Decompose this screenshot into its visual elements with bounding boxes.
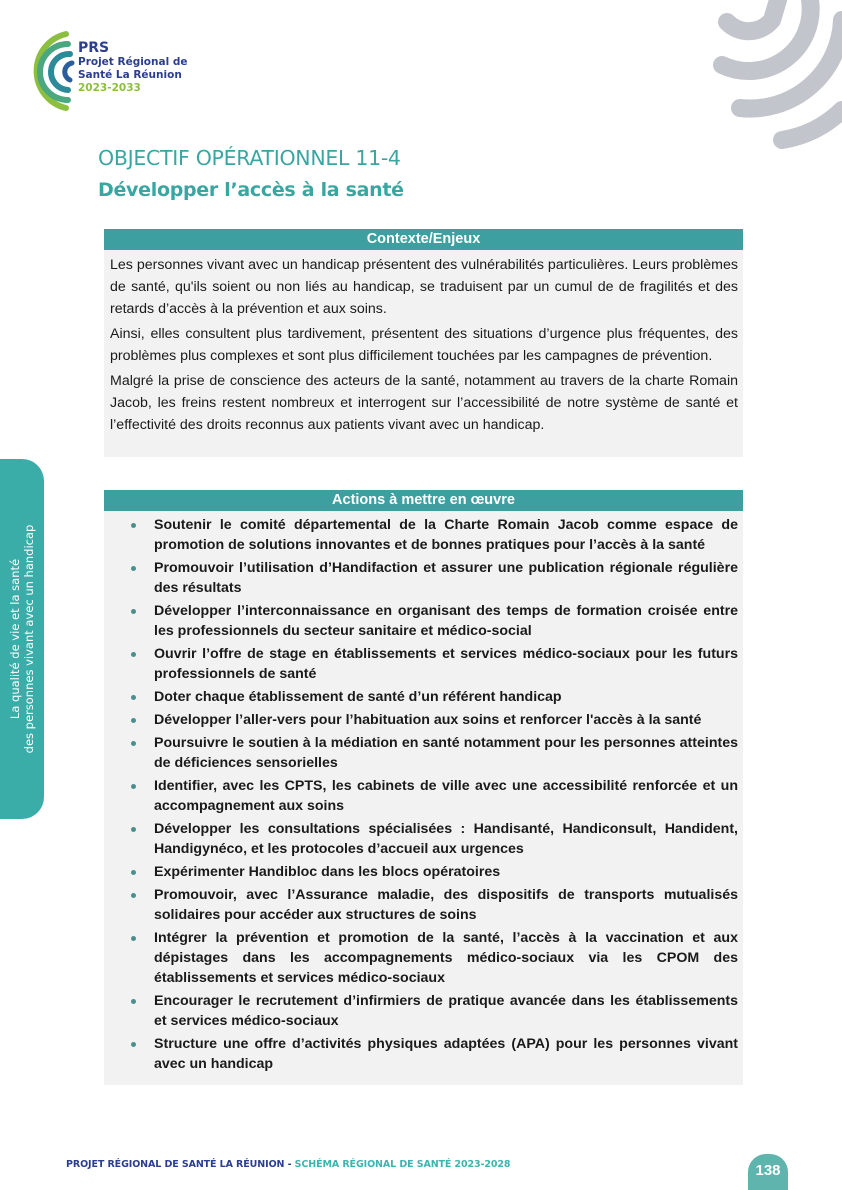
prs-logo bbox=[22, 28, 202, 114]
bullet-icon bbox=[131, 827, 136, 832]
page-number: 138 bbox=[748, 1154, 788, 1190]
action-item bbox=[154, 1034, 738, 1074]
bullet-icon bbox=[131, 893, 136, 898]
action-text: Soutenir le comité départemental de la Charte Romain Jacob comme espace de promotion de solutions innovantes et de bonnes pratiques pour l’accès à la santé bbox=[154, 517, 738, 553]
action-text: Poursuivre le soutien à la médiation en santé notamment pour les personnes atteintes de déficiences sensorielles bbox=[154, 735, 738, 771]
action-text: Ouvrir l’offre de stage en établissements et services médico-sociaux pour les futurs professionnels de santé bbox=[154, 646, 738, 682]
actions-section bbox=[104, 490, 743, 1085]
context-body bbox=[104, 250, 743, 436]
action-item bbox=[154, 819, 738, 859]
footer-right: SCHÉMA RÉGIONAL DE SANTÉ 2023-2028 bbox=[294, 1159, 511, 1170]
action-text: Promouvoir l’utilisation d’Handifaction et assurer une publication régionale régulière des résultats bbox=[154, 560, 738, 596]
decorative-arcs-icon bbox=[692, 0, 842, 160]
bullet-icon bbox=[131, 523, 136, 528]
bullet-icon bbox=[131, 741, 136, 746]
objective-title: Développer l’accès à la santé bbox=[98, 179, 404, 201]
context-paragraph: Ainsi, elles consultent plus tardivement, présentent des situations d’urgence plus fréquentes, des problèmes plus complexes et sont plus difficilement touchées par les campagnes de prévention. bbox=[110, 326, 738, 364]
bullet-icon bbox=[131, 870, 136, 875]
action-item bbox=[154, 558, 738, 598]
context-paragraph: Les personnes vivant avec un handicap présentent des vulnérabilités particulières. Leurs problèmes de santé, qu'ils soient ou non liés au handicap, se traduisent par un cumul de de fragilités et des retards d’accès à la prévention et aux soins. bbox=[110, 257, 738, 317]
action-text: Développer l’interconnaissance en organisant des temps de formation croisée entre les professionnels du secteur sanitaire et médico-social bbox=[154, 603, 738, 639]
logo-arcs-icon bbox=[22, 28, 78, 114]
bullet-icon bbox=[131, 566, 136, 571]
action-item bbox=[154, 862, 738, 882]
bullet-icon bbox=[131, 1042, 136, 1047]
bullet-icon bbox=[131, 936, 136, 941]
side-tab-line-2: des personnes vivant avec un handicap bbox=[22, 524, 36, 754]
page-footer bbox=[66, 1159, 510, 1170]
chapter-side-tab-text bbox=[8, 525, 36, 754]
bullet-icon bbox=[131, 999, 136, 1004]
action-text: Développer l’aller-vers pour l’habituation aux soins et renforcer l'accès à la santé bbox=[154, 712, 702, 728]
action-item bbox=[154, 776, 738, 816]
action-item bbox=[154, 733, 738, 773]
context-section bbox=[104, 229, 743, 457]
objective-label: OBJECTIF OPÉRATIONNEL 11-4 bbox=[98, 146, 401, 170]
actions-list bbox=[104, 511, 743, 1074]
action-item bbox=[154, 644, 738, 684]
side-tab-line-1: La qualité de vie et la santé bbox=[8, 558, 22, 720]
action-text: Structure une offre d’activités physiques adaptées (APA) pour les personnes vivant avec un handicap bbox=[154, 1036, 738, 1072]
bullet-icon bbox=[131, 609, 136, 614]
action-item bbox=[154, 928, 738, 988]
logo-acronym: PRS bbox=[78, 40, 110, 56]
action-item bbox=[154, 710, 738, 730]
action-item bbox=[154, 687, 738, 707]
action-text: Doter chaque établissement de santé d’un référent handicap bbox=[154, 689, 562, 705]
logo-line-1: Projet Régional de bbox=[78, 56, 188, 68]
context-paragraph: Malgré la prise de conscience des acteurs de la santé, notamment au travers de la charte Romain Jacob, les freins restent nombreux et interrogent sur l’accessibilité de notre système de santé et l’effectivité des droits reconnus aux patients vivant avec un handicap. bbox=[110, 373, 738, 433]
action-item bbox=[154, 885, 738, 925]
action-item bbox=[154, 991, 738, 1031]
action-item bbox=[154, 515, 738, 555]
action-text: Encourager le recrutement d’infirmiers de pratique avancée dans les établissements et services médico-sociaux bbox=[154, 993, 738, 1029]
context-heading: Contexte/Enjeux bbox=[104, 229, 743, 250]
bullet-icon bbox=[131, 695, 136, 700]
bullet-icon bbox=[131, 652, 136, 657]
chapter-side-tab bbox=[0, 459, 44, 819]
footer-separator: - bbox=[284, 1159, 295, 1170]
logo-years: 2023-2033 bbox=[78, 82, 141, 94]
action-text: Identifier, avec les CPTS, les cabinets de ville avec une accessibilité renforcée et un accompagnement aux soins bbox=[154, 778, 738, 814]
action-text: Promouvoir, avec l’Assurance maladie, des dispositifs de transports mutualisés solidaires pour accéder aux structures de soins bbox=[154, 887, 738, 923]
action-text: Développer les consultations spécialisées : Handisanté, Handiconsult, Handident, Handigynéco, et les protocoles d’accueil aux urgences bbox=[154, 821, 738, 857]
actions-heading: Actions à mettre en œuvre bbox=[104, 490, 743, 511]
action-text: Expérimenter Handibloc dans les blocs opératoires bbox=[154, 864, 501, 880]
bullet-icon bbox=[131, 784, 136, 789]
action-text: Intégrer la prévention et promotion de la santé, l’accès à la vaccination et aux dépistages dans les accompagnements médico-sociaux via les CPOM des établissements et services médico-sociaux bbox=[154, 930, 738, 986]
footer-left: PROJET RÉGIONAL DE SANTÉ LA RÉUNION bbox=[66, 1159, 285, 1170]
bullet-icon bbox=[131, 718, 136, 723]
logo-line-2: Santé La Réunion bbox=[78, 69, 182, 81]
action-item bbox=[154, 601, 738, 641]
